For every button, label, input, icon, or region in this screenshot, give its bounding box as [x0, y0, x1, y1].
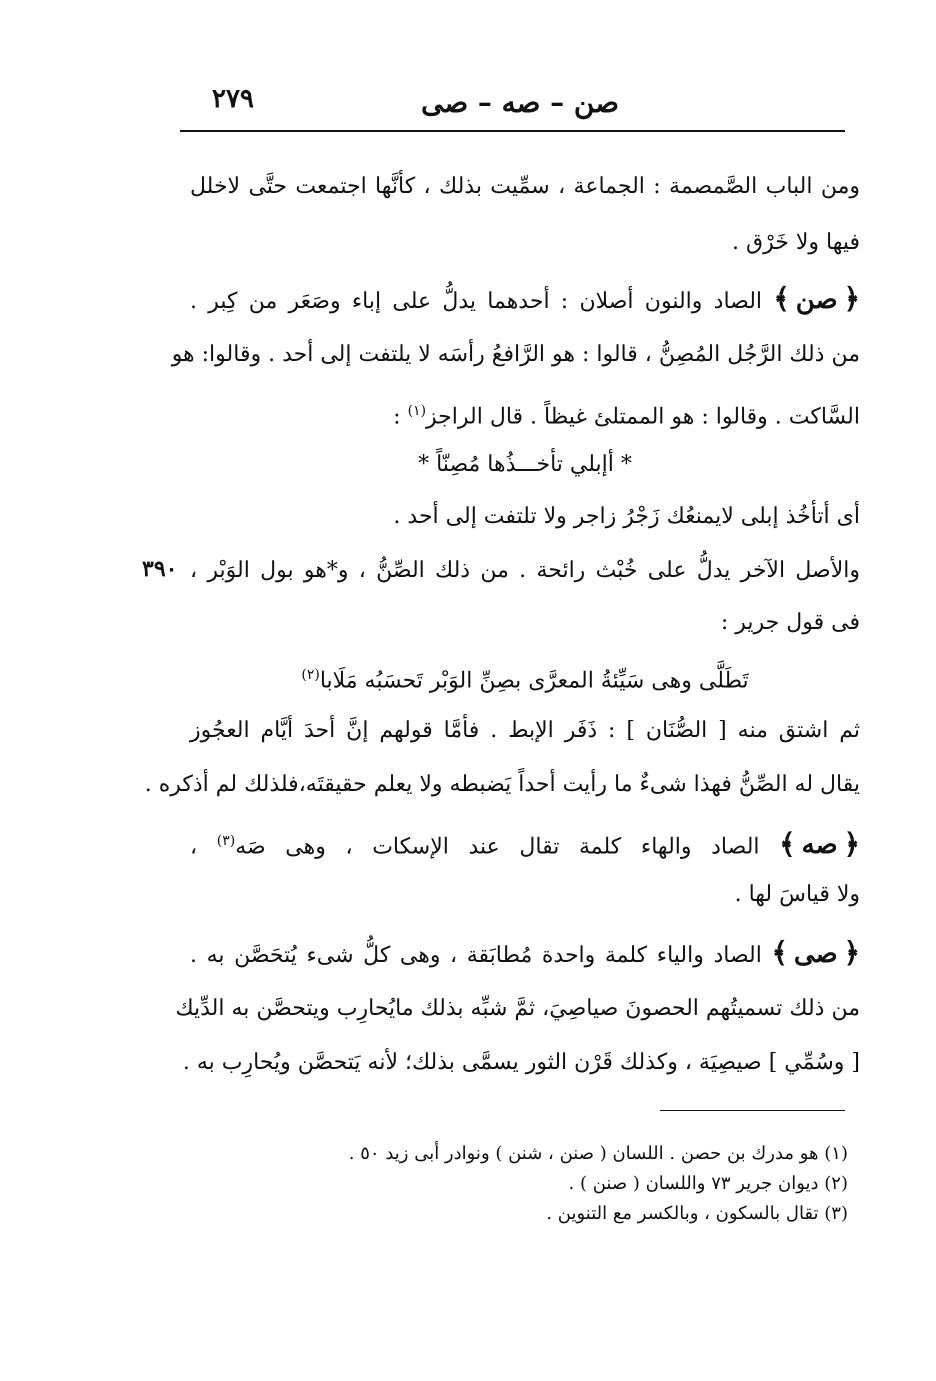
body-line-17: [ وسُمِّي ] صيصِيَة ، وكذلك قَرْن الثور يسمَّى بذلك؛ لأنه يَتحصَّن ويُحارِب به .: [182, 1050, 860, 1075]
ornament-bracket-left: ﴾: [779, 827, 796, 861]
body-line-8: والأصل الآخر يدلُّ على خُبْث رائحة . من ذلك الصِّنُّ ، و*هو بول الوَبْر ،: [190, 558, 860, 583]
header-rule: [180, 130, 845, 132]
entry-sah: [190, 826, 860, 862]
footnote-rule: [660, 1110, 845, 1111]
entry-headword-sah: صه: [801, 830, 838, 861]
footnote-ref-1: (١): [407, 403, 427, 419]
body-line-14: ولا قياسَ لها .: [734, 882, 860, 907]
ornament-bracket-left: ﴾: [771, 936, 788, 969]
footnote-1: (١) هو مدرك بن حصن . اللسان ( صنن ، شنن ) ونوادر أبى زيد ٥٠ .: [348, 1143, 848, 1164]
entry-headword-sai: صى: [793, 939, 838, 969]
entry-sun: [190, 284, 860, 317]
body-line-16: من ذلك تسميتُهم الحصونَ صياصِيَ، ثمَّ شبِّه بذلك مايُحارِب ويتحصَّن به الدِّيك: [175, 996, 860, 1021]
ornament-bracket-left: ﴾: [773, 282, 790, 315]
running-title: صن – صه – صى: [421, 86, 619, 119]
body-line-12: يقال له الصِّنُّ فهذا شىءٌ ما رأيت أحداً يَضبطه ولا يعلم حقيقتَه،فلذلك لم أذكره .: [144, 772, 860, 797]
body-line-5: [393, 396, 860, 432]
footnote-3: (٣) تقال بالسكون ، وبالكسر مع التنوين .: [546, 1203, 848, 1224]
footnote-2: (٢) ديوان جرير ٧٣ واللسان ( صنن ) .: [568, 1173, 848, 1194]
entry-text: الصاد والنون أصلان : أحدهما يدلُّ على إباء وصَعَر من كِبر .: [190, 289, 763, 314]
margin-number: ٣٩٠: [142, 556, 178, 582]
text-span: ،: [190, 834, 217, 860]
ornament-bracket-right: ﴿: [843, 282, 860, 315]
page-number: ٢٧٩: [212, 84, 254, 114]
body-line-11: ثم اشتق منه [ الصُّنَان ] : ذَفَر الإبط . فأمَّا قولهم إنَّ أحدَ أيَّام العجُوز: [190, 718, 860, 743]
body-line-4: من ذلك الرَّجُل المُصِنُّ ، قالوا : هو الرَّافعُ رأسَه لا يلتفت إلى أحد . وقالوا: هو: [171, 342, 860, 367]
ornament-bracket-right: ﴿: [843, 827, 860, 861]
verse-line-2: [190, 660, 860, 696]
text-span: :: [393, 404, 408, 430]
footnote-ref-3: (٣): [216, 833, 236, 849]
verse-text: تَطَلَّى وهى سَيِّئةُ المعرَّى بصِنِّ الوَبْر تَحسَبُه مَلَابا: [319, 668, 749, 694]
entry-text: الصاد والياء كلمة واحدة مُطابَقة ، وهى كلُّ شىء يُتحَصَّن به .: [190, 943, 762, 968]
body-line-2: فيها ولا خَرْق .: [732, 230, 860, 255]
footnote-ref-2: (٢): [301, 667, 320, 683]
body-line-7: أى أتأخُذ إبلى لايمنعُك زَجْرُ زاجر ولا تلتفت إلى أحد .: [393, 504, 860, 529]
ornament-bracket-right: ﴿: [843, 936, 860, 969]
verse-line-1: * أإبلي تأخـــذُها مُصِنّاً *: [418, 452, 632, 477]
entry-sai: [190, 938, 860, 971]
body-line-9: فى قول جرير :: [720, 610, 860, 635]
body-line-1: ومن الباب الصَّمصمة : الجماعة ، سمِّيت بذلك ، كأنَّها اجتمعت حتَّى لاخلل: [190, 174, 860, 199]
text-span: السَّاكت . وقالوا : هو الممتلئ غيظاً . قال الراجز: [426, 404, 860, 430]
entry-headword-sun: صن: [795, 285, 838, 315]
entry-text: الصاد والهاء كلمة تقال عند الإسكات ، وهى صَه: [235, 834, 760, 860]
